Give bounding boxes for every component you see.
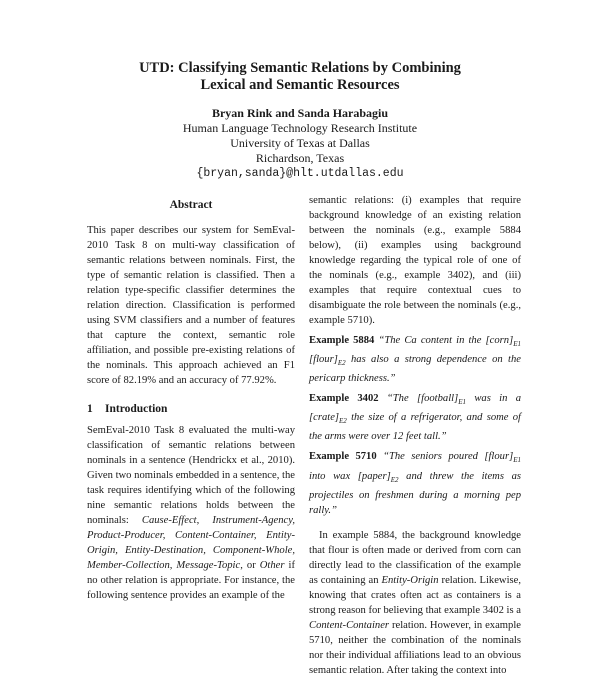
intro-text-a: SemEval-2010 Task 8 evaluated the multi-way classification of semantic relations between nominals in a sentence (Hendrickx et al., 2010). Given two nominals embedded in a sentence, the task requires identifying which of the following nine semantic relations holds between the nominals:	[87, 425, 295, 526]
right-p2-relation-1: Entity-Origin	[381, 574, 439, 586]
example-5710	[309, 449, 521, 517]
intro-relations-list: Cause-Effect, Instrument-Agency, Product-Producer, Content-Container, Entity-Origin, Entity-Destination, Component-Whole, Member-Collection, Message-Topic	[87, 515, 295, 571]
abstract-text: This paper describes our system for SemEval-2010 Task 8 on multi-way classification of semantic relations between nominals. First, the type of semantic relation is classified. Then a relation type-specific classifier determines the relation direction. Classification is performed using SVM classifiers and a number of features that capture the context, semantic role affiliation, and possible pre-existing relations of the nominals. This approach achieved an F1 score of 82.19% and an accuracy of 77.92%.	[87, 225, 295, 386]
affiliation-line-3: Richardson, Texas	[255, 151, 345, 165]
right-p2-text-b: relation. Likewise, knowing that crates often act as containers is a strong reason for believing that example 3402 is a	[309, 574, 521, 616]
example-text-part: and threw the items as projectiles on freshmen during a morning pep rally.”	[309, 470, 521, 516]
example-text-part: into wax [paper]	[309, 470, 391, 482]
abstract-heading: Abstract	[169, 199, 213, 211]
example-text-part: “The [football]	[386, 393, 459, 405]
intro-text-b: if no other relation is appropriate. For instance, the following sentence provides an example of the	[87, 560, 295, 601]
title-line-2: Lexical and Semantic Resources	[200, 77, 400, 93]
right-paragraph-1: semantic relations: (i) examples that require background knowledge of an existing relation between the nominals (e.g., example 5884 below), (ii) examples using background knowledge regarding the typical role of one of the nominals (e.g., example 3402), and (iii) examples that require contextual cues to disambiguate the role between the nominals (e.g., example 5710).	[309, 195, 521, 326]
affiliation-line-1: Human Language Technology Research Institute	[182, 121, 418, 135]
example-5884	[309, 333, 521, 386]
right-paragraph-2	[309, 528, 521, 678]
section-heading-introduction	[87, 402, 295, 417]
right-p2-text-c: relation. However, in example 5710, neither the combination of the nominals nor their individual affiliations lead to an obvious semantic relation. After taking the context into	[309, 619, 521, 676]
intro-paragraph	[87, 423, 295, 603]
example-text-part: was in a [crate]	[309, 393, 522, 424]
example-text-part: the size of a refrigerator, and some of the arms were over 12 feet tall.”	[309, 412, 521, 443]
example-label: Example 5884	[309, 335, 375, 346]
example-text-part: “The seniors poured [flour]	[383, 451, 514, 463]
paper-title	[60, 60, 540, 94]
entity-subscript: E1	[513, 340, 521, 349]
title-line-1: UTD: Classifying Semantic Relations by Combining	[139, 60, 461, 76]
author-names: Bryan Rink and Sanda Harabagiu	[211, 106, 389, 120]
entity-subscript: E1	[513, 456, 521, 465]
left-column	[87, 198, 295, 603]
affiliation-line-2: University of Texas at Dallas	[230, 136, 370, 150]
section-title: Introduction	[105, 403, 168, 415]
example-text-part: [flour]	[309, 354, 338, 366]
right-p2-text-a: In example 5884, the background knowledge that flour is often made or derived from corn can directly lead to the classification of the example as containing an	[309, 529, 521, 586]
entity-subscript: E2	[390, 475, 399, 484]
author-email: {bryan,sanda}@hlt.utdallas.edu	[196, 167, 404, 180]
entity-subscript: E2	[337, 359, 346, 368]
intro-or: , or	[240, 560, 260, 571]
example-text-part: has also a strong dependence on the pericarp thickness.”	[309, 354, 521, 385]
example-label: Example 3402	[309, 393, 379, 405]
example-text-part: “The Ca content in the [corn]	[378, 335, 514, 346]
entity-subscript: E1	[458, 398, 466, 407]
example-label: Example 5710	[309, 451, 377, 463]
example-3402	[309, 391, 521, 444]
entity-subscript: E2	[339, 417, 347, 426]
intro-other: Other	[259, 560, 285, 571]
right-column	[309, 193, 521, 678]
section-number: 1	[87, 403, 93, 415]
author-block	[60, 106, 540, 181]
right-p2-relation-2: Content-Container	[309, 619, 390, 631]
